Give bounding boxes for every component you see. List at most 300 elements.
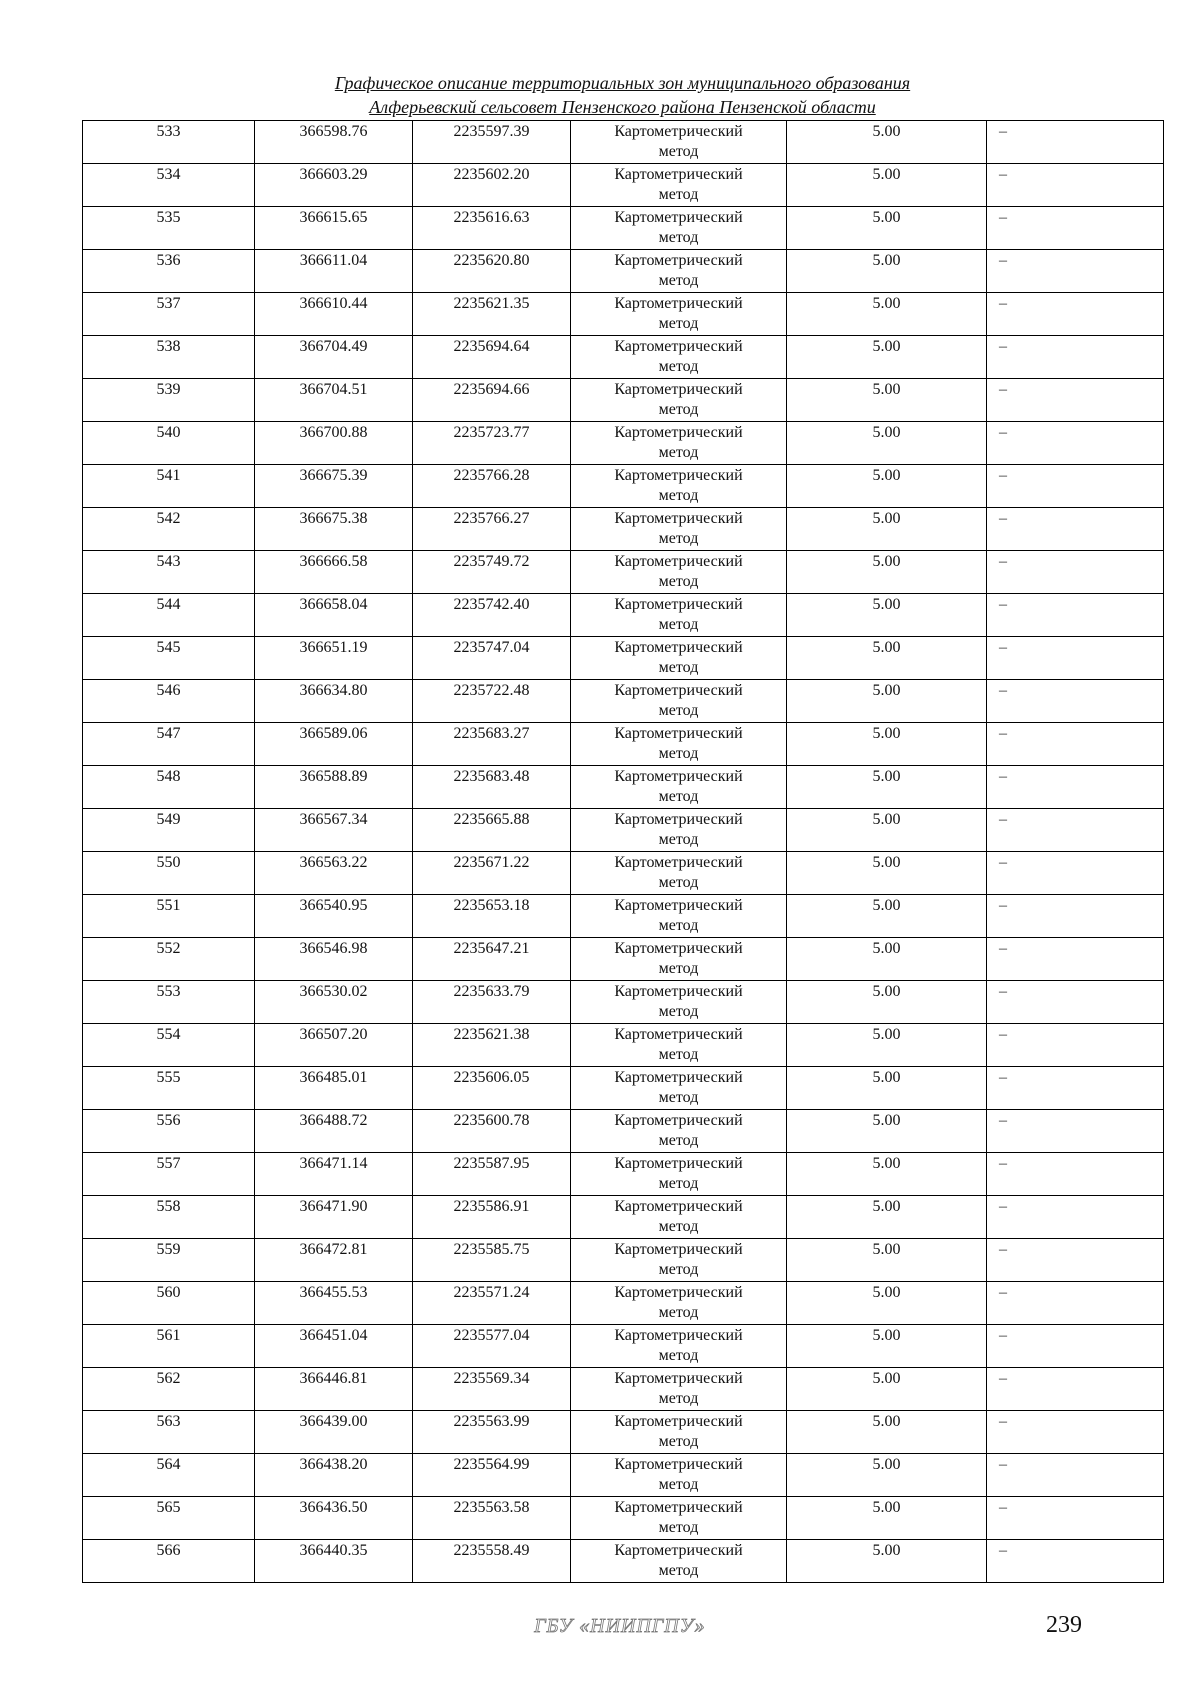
x-coordinate-cell-text: 366455.53	[299, 1284, 368, 1301]
x-coordinate-cell-text: 366485.01	[299, 1069, 368, 1086]
note-cell	[987, 1067, 1164, 1110]
table-row	[83, 1497, 1164, 1540]
point-number-cell-text: 565	[156, 1499, 181, 1516]
y-coordinate-cell	[413, 1067, 571, 1110]
method-cell	[571, 1153, 787, 1196]
method-cell	[571, 1368, 787, 1411]
point-number-cell-text: 540	[156, 424, 181, 441]
point-number-cell-text: 544	[156, 596, 181, 613]
y-coordinate-cell-text: 2235694.66	[453, 381, 530, 398]
method-cell-text: Картометрический метод	[614, 639, 743, 676]
note-cell	[987, 551, 1164, 594]
point-number-cell-text: 534	[156, 166, 181, 183]
x-coordinate-cell-text: 366563.22	[299, 854, 368, 871]
method-cell	[571, 594, 787, 637]
y-coordinate-cell-text: 2235671.22	[453, 854, 530, 871]
accuracy-cell	[787, 1067, 987, 1110]
x-coordinate-cell-text: 366530.02	[299, 983, 368, 1000]
note-cell-text: –	[999, 252, 1007, 269]
accuracy-cell	[787, 422, 987, 465]
y-coordinate-cell	[413, 1196, 571, 1239]
table-row	[83, 766, 1164, 809]
point-number-cell	[83, 809, 255, 852]
table-row	[83, 1325, 1164, 1368]
x-coordinate-cell	[255, 1024, 413, 1067]
accuracy-cell	[787, 723, 987, 766]
y-coordinate-cell-text: 2235577.04	[453, 1327, 530, 1344]
x-coordinate-cell	[255, 895, 413, 938]
method-cell	[571, 293, 787, 336]
note-cell	[987, 1024, 1164, 1067]
x-coordinate-cell-text: 366588.89	[299, 768, 368, 785]
method-cell-text: Картометрический метод	[614, 854, 743, 891]
accuracy-cell	[787, 250, 987, 293]
y-coordinate-cell	[413, 379, 571, 422]
y-coordinate-cell-text: 2235602.20	[453, 166, 530, 183]
x-coordinate-cell	[255, 1067, 413, 1110]
note-cell	[987, 1239, 1164, 1282]
note-cell-text: –	[999, 682, 1007, 699]
x-coordinate-cell	[255, 164, 413, 207]
point-number-cell-text: 537	[156, 295, 181, 312]
accuracy-cell-text: 5.00	[872, 682, 901, 699]
table-row	[83, 809, 1164, 852]
x-coordinate-cell	[255, 1454, 413, 1497]
x-coordinate-cell	[255, 336, 413, 379]
method-cell-text: Картометрический метод	[614, 166, 743, 203]
accuracy-cell-text: 5.00	[872, 381, 901, 398]
y-coordinate-cell	[413, 637, 571, 680]
accuracy-cell-text: 5.00	[872, 295, 901, 312]
point-number-cell	[83, 508, 255, 551]
point-number-cell	[83, 766, 255, 809]
x-coordinate-cell	[255, 1540, 413, 1583]
method-cell-text: Картометрический метод	[614, 553, 743, 590]
method-cell	[571, 121, 787, 164]
method-cell	[571, 1411, 787, 1454]
accuracy-cell-text: 5.00	[872, 1069, 901, 1086]
x-coordinate-cell-text: 366540.95	[299, 897, 368, 914]
note-cell-text: –	[999, 940, 1007, 957]
note-cell	[987, 250, 1164, 293]
note-cell	[987, 723, 1164, 766]
accuracy-cell	[787, 895, 987, 938]
table-row	[83, 1454, 1164, 1497]
point-number-cell	[83, 207, 255, 250]
method-cell-text: Картометрический метод	[614, 1456, 743, 1493]
accuracy-cell	[787, 938, 987, 981]
accuracy-cell	[787, 1497, 987, 1540]
point-number-cell	[83, 895, 255, 938]
method-cell	[571, 508, 787, 551]
method-cell	[571, 723, 787, 766]
point-number-cell-text: 564	[156, 1456, 181, 1473]
method-cell	[571, 637, 787, 680]
y-coordinate-cell	[413, 164, 571, 207]
y-coordinate-cell-text: 2235587.95	[453, 1155, 530, 1172]
accuracy-cell-text: 5.00	[872, 940, 901, 957]
point-number-cell	[83, 852, 255, 895]
accuracy-cell-text: 5.00	[872, 1198, 901, 1215]
note-cell	[987, 895, 1164, 938]
table-row	[83, 1540, 1164, 1583]
method-cell	[571, 422, 787, 465]
accuracy-cell-text: 5.00	[872, 983, 901, 1000]
method-cell	[571, 680, 787, 723]
x-coordinate-cell	[255, 1239, 413, 1282]
note-cell-text: –	[999, 1284, 1007, 1301]
table-row	[83, 1196, 1164, 1239]
x-coordinate-cell	[255, 422, 413, 465]
point-number-cell-text: 563	[156, 1413, 181, 1430]
table-row	[83, 250, 1164, 293]
accuracy-cell-text: 5.00	[872, 338, 901, 355]
accuracy-cell-text: 5.00	[872, 1112, 901, 1129]
x-coordinate-cell-text: 366634.80	[299, 682, 368, 699]
y-coordinate-cell	[413, 809, 571, 852]
point-number-cell	[83, 1368, 255, 1411]
y-coordinate-cell-text: 2235647.21	[453, 940, 530, 957]
accuracy-cell-text: 5.00	[872, 1413, 901, 1430]
y-coordinate-cell	[413, 723, 571, 766]
method-cell-text: Картометрический метод	[614, 1112, 743, 1149]
y-coordinate-cell-text: 2235747.04	[453, 639, 530, 656]
table-row	[83, 336, 1164, 379]
y-coordinate-cell-text: 2235606.05	[453, 1069, 530, 1086]
method-cell	[571, 1454, 787, 1497]
table-row	[83, 1110, 1164, 1153]
x-coordinate-cell	[255, 1153, 413, 1196]
method-cell-text: Картометрический метод	[614, 123, 743, 160]
point-number-cell	[83, 1239, 255, 1282]
note-cell	[987, 981, 1164, 1024]
x-coordinate-cell-text: 366589.06	[299, 725, 368, 742]
note-cell-text: –	[999, 1456, 1007, 1473]
note-cell	[987, 1411, 1164, 1454]
point-number-cell	[83, 981, 255, 1024]
table-row	[83, 981, 1164, 1024]
point-number-cell	[83, 1067, 255, 1110]
y-coordinate-cell-text: 2235597.39	[453, 123, 530, 140]
method-cell-text: Картометрический метод	[614, 1241, 743, 1278]
point-number-cell-text: 549	[156, 811, 181, 828]
point-number-cell	[83, 1411, 255, 1454]
method-cell-text: Картометрический метод	[614, 338, 743, 375]
x-coordinate-cell	[255, 637, 413, 680]
method-cell	[571, 207, 787, 250]
table-row	[83, 1024, 1164, 1067]
note-cell-text: –	[999, 1241, 1007, 1258]
x-coordinate-cell	[255, 852, 413, 895]
y-coordinate-cell	[413, 1153, 571, 1196]
accuracy-cell-text: 5.00	[872, 1241, 901, 1258]
method-cell-text: Картометрический метод	[614, 1026, 743, 1063]
method-cell	[571, 1540, 787, 1583]
y-coordinate-cell-text: 2235564.99	[453, 1456, 530, 1473]
x-coordinate-cell	[255, 723, 413, 766]
accuracy-cell-text: 5.00	[872, 1327, 901, 1344]
table-row	[83, 551, 1164, 594]
method-cell-text: Картометрический метод	[614, 381, 743, 418]
y-coordinate-cell	[413, 594, 571, 637]
table-row	[83, 680, 1164, 723]
table-row	[83, 379, 1164, 422]
note-cell-text: –	[999, 1155, 1007, 1172]
y-coordinate-cell-text: 2235683.27	[453, 725, 530, 742]
note-cell-text: –	[999, 768, 1007, 785]
accuracy-cell	[787, 336, 987, 379]
table-row	[83, 121, 1164, 164]
point-number-cell	[83, 637, 255, 680]
table-row	[83, 1153, 1164, 1196]
point-number-cell	[83, 1153, 255, 1196]
note-cell	[987, 1282, 1164, 1325]
y-coordinate-cell	[413, 293, 571, 336]
method-cell	[571, 981, 787, 1024]
table-row	[83, 938, 1164, 981]
accuracy-cell-text: 5.00	[872, 897, 901, 914]
method-cell-text: Картометрический метод	[614, 897, 743, 934]
point-number-cell	[83, 1325, 255, 1368]
table-row	[83, 1368, 1164, 1411]
accuracy-cell	[787, 293, 987, 336]
y-coordinate-cell-text: 2235766.28	[453, 467, 530, 484]
point-number-cell	[83, 121, 255, 164]
x-coordinate-cell-text: 366615.65	[299, 209, 368, 226]
point-number-cell-text: 562	[156, 1370, 181, 1387]
x-coordinate-cell-text: 366446.81	[299, 1370, 368, 1387]
point-number-cell-text: 555	[156, 1069, 181, 1086]
accuracy-cell	[787, 809, 987, 852]
x-coordinate-cell-text: 366472.81	[299, 1241, 368, 1258]
method-cell	[571, 336, 787, 379]
y-coordinate-cell-text: 2235586.91	[453, 1198, 530, 1215]
point-number-cell-text: 551	[156, 897, 181, 914]
x-coordinate-cell-text: 366488.72	[299, 1112, 368, 1129]
footer-organization: ГБУ «НИИПГПУ»	[534, 1615, 706, 1637]
method-cell-text: Картометрический метод	[614, 682, 743, 719]
point-number-cell	[83, 293, 255, 336]
method-cell-text: Картометрический метод	[614, 467, 743, 504]
note-cell-text: –	[999, 123, 1007, 140]
accuracy-cell	[787, 852, 987, 895]
method-cell	[571, 164, 787, 207]
note-cell	[987, 1110, 1164, 1153]
y-coordinate-cell	[413, 207, 571, 250]
y-coordinate-cell	[413, 1454, 571, 1497]
y-coordinate-cell-text: 2235563.58	[453, 1499, 530, 1516]
y-coordinate-cell-text: 2235558.49	[453, 1542, 530, 1559]
method-cell-text: Картометрический метод	[614, 725, 743, 762]
x-coordinate-cell	[255, 1110, 413, 1153]
point-number-cell-text: 533	[156, 123, 181, 140]
point-number-cell	[83, 594, 255, 637]
accuracy-cell	[787, 680, 987, 723]
method-cell-text: Картометрический метод	[614, 1155, 743, 1192]
x-coordinate-cell-text: 366675.38	[299, 510, 368, 527]
accuracy-cell	[787, 1368, 987, 1411]
point-number-cell-text: 559	[156, 1241, 181, 1258]
x-coordinate-cell	[255, 508, 413, 551]
y-coordinate-cell	[413, 766, 571, 809]
x-coordinate-cell-text: 366603.29	[299, 166, 368, 183]
point-number-cell	[83, 1497, 255, 1540]
x-coordinate-cell	[255, 1497, 413, 1540]
y-coordinate-cell-text: 2235621.35	[453, 295, 530, 312]
x-coordinate-cell-text: 366439.00	[299, 1413, 368, 1430]
table-row	[83, 637, 1164, 680]
method-cell-text: Картометрический метод	[614, 1499, 743, 1536]
table-row	[83, 1282, 1164, 1325]
y-coordinate-cell-text: 2235569.34	[453, 1370, 530, 1387]
accuracy-cell-text: 5.00	[872, 467, 901, 484]
point-number-cell	[83, 250, 255, 293]
point-number-cell	[83, 680, 255, 723]
y-coordinate-cell-text: 2235620.80	[453, 252, 530, 269]
x-coordinate-cell-text: 366546.98	[299, 940, 368, 957]
note-cell	[987, 637, 1164, 680]
note-cell-text: –	[999, 1069, 1007, 1086]
accuracy-cell-text: 5.00	[872, 123, 901, 140]
x-coordinate-cell	[255, 594, 413, 637]
accuracy-cell	[787, 594, 987, 637]
point-number-cell	[83, 551, 255, 594]
method-cell-text: Картометрический метод	[614, 768, 743, 805]
accuracy-cell	[787, 981, 987, 1024]
x-coordinate-cell-text: 366610.44	[299, 295, 368, 312]
method-cell-text: Картометрический метод	[614, 295, 743, 332]
method-cell	[571, 379, 787, 422]
y-coordinate-cell-text: 2235723.77	[453, 424, 530, 441]
document-header	[82, 71, 1163, 119]
x-coordinate-cell	[255, 938, 413, 981]
note-cell-text: –	[999, 897, 1007, 914]
x-coordinate-cell-text: 366438.20	[299, 1456, 368, 1473]
point-number-cell-text: 554	[156, 1026, 181, 1043]
accuracy-cell-text: 5.00	[872, 639, 901, 656]
point-number-cell-text: 556	[156, 1112, 181, 1129]
y-coordinate-cell	[413, 1282, 571, 1325]
note-cell-text: –	[999, 381, 1007, 398]
accuracy-cell	[787, 379, 987, 422]
table-row	[83, 508, 1164, 551]
note-cell	[987, 766, 1164, 809]
x-coordinate-cell	[255, 1325, 413, 1368]
note-cell	[987, 1540, 1164, 1583]
point-number-cell-text: 560	[156, 1284, 181, 1301]
table-row	[83, 293, 1164, 336]
coordinates-table	[82, 120, 1164, 1583]
method-cell	[571, 938, 787, 981]
method-cell	[571, 1325, 787, 1368]
y-coordinate-cell-text: 2235616.63	[453, 209, 530, 226]
method-cell-text: Картометрический метод	[614, 596, 743, 633]
note-cell	[987, 422, 1164, 465]
x-coordinate-cell-text: 366704.51	[299, 381, 368, 398]
note-cell-text: –	[999, 1542, 1007, 1559]
point-number-cell-text: 557	[156, 1155, 181, 1172]
point-number-cell	[83, 379, 255, 422]
note-cell	[987, 680, 1164, 723]
point-number-cell	[83, 164, 255, 207]
x-coordinate-cell-text: 366451.04	[299, 1327, 368, 1344]
accuracy-cell-text: 5.00	[872, 510, 901, 527]
table-row	[83, 164, 1164, 207]
point-number-cell	[83, 465, 255, 508]
y-coordinate-cell-text: 2235600.78	[453, 1112, 530, 1129]
note-cell-text: –	[999, 596, 1007, 613]
note-cell	[987, 809, 1164, 852]
note-cell	[987, 1196, 1164, 1239]
accuracy-cell	[787, 121, 987, 164]
accuracy-cell	[787, 551, 987, 594]
point-number-cell	[83, 1196, 255, 1239]
point-number-cell-text: 538	[156, 338, 181, 355]
y-coordinate-cell	[413, 465, 571, 508]
accuracy-cell-text: 5.00	[872, 854, 901, 871]
note-cell	[987, 293, 1164, 336]
point-number-cell-text: 553	[156, 983, 181, 1000]
note-cell-text: –	[999, 1413, 1007, 1430]
x-coordinate-cell	[255, 981, 413, 1024]
point-number-cell-text: 558	[156, 1198, 181, 1215]
note-cell-text: –	[999, 553, 1007, 570]
y-coordinate-cell-text: 2235749.72	[453, 553, 530, 570]
method-cell	[571, 852, 787, 895]
point-number-cell-text: 542	[156, 510, 181, 527]
note-cell	[987, 594, 1164, 637]
point-number-cell	[83, 1540, 255, 1583]
x-coordinate-cell	[255, 1196, 413, 1239]
y-coordinate-cell-text: 2235722.48	[453, 682, 530, 699]
table-row	[83, 1239, 1164, 1282]
y-coordinate-cell-text: 2235571.24	[453, 1284, 530, 1301]
table-row	[83, 594, 1164, 637]
accuracy-cell	[787, 1411, 987, 1454]
table-body	[83, 121, 1164, 1583]
y-coordinate-cell-text: 2235665.88	[453, 811, 530, 828]
x-coordinate-cell-text: 366704.49	[299, 338, 368, 355]
method-cell-text: Картометрический метод	[614, 1370, 743, 1407]
table-row	[83, 895, 1164, 938]
note-cell	[987, 852, 1164, 895]
note-cell	[987, 1497, 1164, 1540]
point-number-cell-text: 566	[156, 1542, 181, 1559]
note-cell-text: –	[999, 166, 1007, 183]
method-cell	[571, 1282, 787, 1325]
method-cell-text: Картометрический метод	[614, 424, 743, 461]
point-number-cell	[83, 1110, 255, 1153]
accuracy-cell-text: 5.00	[872, 209, 901, 226]
x-coordinate-cell	[255, 1411, 413, 1454]
method-cell	[571, 1196, 787, 1239]
y-coordinate-cell	[413, 938, 571, 981]
x-coordinate-cell	[255, 293, 413, 336]
method-cell	[571, 1239, 787, 1282]
point-number-cell	[83, 336, 255, 379]
x-coordinate-cell-text: 366471.14	[299, 1155, 368, 1172]
note-cell-text: –	[999, 1499, 1007, 1516]
method-cell-text: Картометрический метод	[614, 1413, 743, 1450]
y-coordinate-cell-text: 2235621.38	[453, 1026, 530, 1043]
x-coordinate-cell-text: 366507.20	[299, 1026, 368, 1043]
x-coordinate-cell	[255, 1282, 413, 1325]
y-coordinate-cell	[413, 1239, 571, 1282]
x-coordinate-cell-text: 366651.19	[299, 639, 368, 656]
method-cell-text: Картометрический метод	[614, 940, 743, 977]
note-cell-text: –	[999, 1370, 1007, 1387]
x-coordinate-cell	[255, 766, 413, 809]
